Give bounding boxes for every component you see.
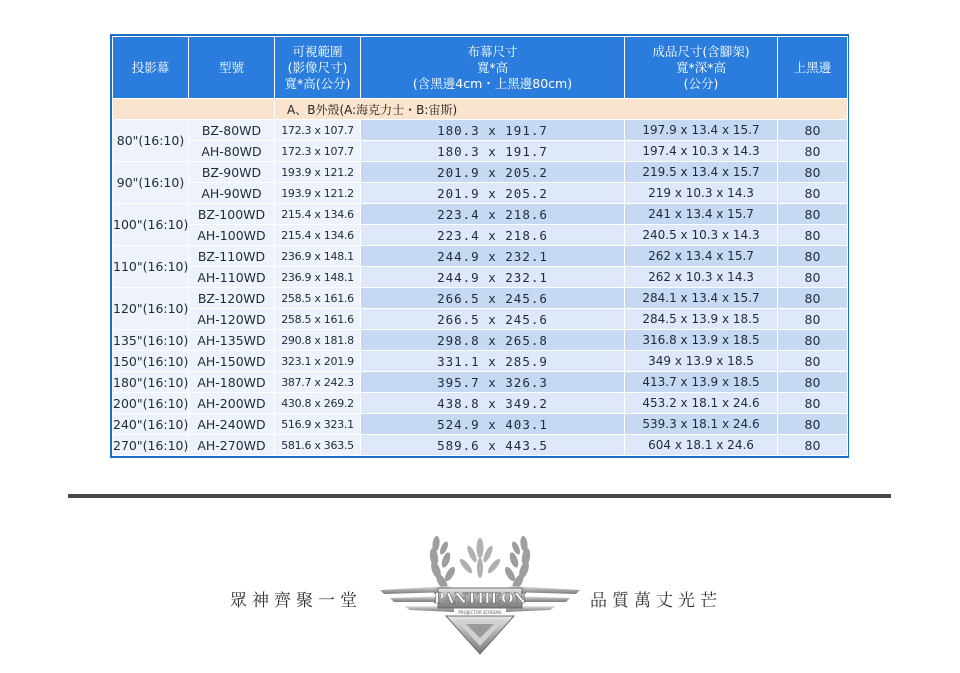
cell-cloth-size: 395.7 x 326.3 bbox=[361, 372, 625, 393]
cell-product-size: 349 x 13.9 x 18.5 bbox=[625, 351, 778, 372]
cell-screen-size: 120"(16:10) bbox=[113, 288, 189, 330]
cell-top-black: 80 bbox=[778, 414, 848, 435]
table-row bbox=[113, 393, 848, 414]
table-row bbox=[113, 351, 848, 372]
table-row bbox=[113, 435, 848, 456]
cell-screen-size: 80"(16:10) bbox=[113, 120, 189, 162]
table-row bbox=[113, 288, 848, 309]
table-row bbox=[113, 414, 848, 435]
cell-model: AH-180WD bbox=[189, 372, 275, 393]
shell-note bbox=[275, 99, 848, 120]
cell-model: AH-100WD bbox=[189, 225, 275, 246]
cell-top-black: 80 bbox=[778, 435, 848, 456]
shell-note-text: A、B外殼(A:海克力士・B:宙斯) bbox=[287, 102, 458, 117]
header-cloth-size bbox=[361, 37, 625, 99]
header-product-line3: (公分) bbox=[683, 75, 719, 91]
cell-top-black: 80 bbox=[778, 393, 848, 414]
cell-product-size: 197.4 x 10.3 x 14.3 bbox=[625, 141, 778, 162]
cell-visible-range: 323.1 x 201.9 bbox=[275, 351, 361, 372]
cell-screen-size: 270"(16:10) bbox=[113, 435, 189, 456]
cell-top-black: 80 bbox=[778, 162, 848, 183]
cell-screen-size: 90"(16:10) bbox=[113, 162, 189, 204]
cell-visible-range: 258.5 x 161.6 bbox=[275, 288, 361, 309]
cell-cloth-size: 244.9 x 232.1 bbox=[361, 267, 625, 288]
cell-product-size: 241 x 13.4 x 15.7 bbox=[625, 204, 778, 225]
cell-visible-range: 193.9 x 121.2 bbox=[275, 183, 361, 204]
cell-product-size: 197.9 x 13.4 x 15.7 bbox=[625, 120, 778, 141]
table-row bbox=[113, 162, 848, 183]
pantheon-logo bbox=[380, 530, 580, 660]
cell-model: BZ-100WD bbox=[189, 204, 275, 225]
header-visible-line1: 可視範圍 bbox=[292, 43, 343, 59]
cell-product-size: 604 x 18.1 x 24.6 bbox=[625, 435, 778, 456]
cell-model: AH-110WD bbox=[189, 267, 275, 288]
cell-visible-range: 172.3 x 107.7 bbox=[275, 120, 361, 141]
cell-product-size: 262 x 10.3 x 14.3 bbox=[625, 267, 778, 288]
cell-cloth-size: 266.5 x 245.6 bbox=[361, 288, 625, 309]
cell-top-black: 80 bbox=[778, 225, 848, 246]
cell-visible-range: 193.9 x 121.2 bbox=[275, 162, 361, 183]
table-row bbox=[113, 120, 848, 141]
header-top-black: 上黑邊 bbox=[778, 37, 848, 99]
note-spacer bbox=[113, 99, 275, 120]
cell-model: BZ-110WD bbox=[189, 246, 275, 267]
cell-visible-range: 236.9 x 148.1 bbox=[275, 267, 361, 288]
cell-visible-range: 290.8 x 181.8 bbox=[275, 330, 361, 351]
cell-product-size: 316.8 x 13.9 x 18.5 bbox=[625, 330, 778, 351]
cell-model: AH-135WD bbox=[189, 330, 275, 351]
cell-cloth-size: 438.8 x 349.2 bbox=[361, 393, 625, 414]
cell-top-black: 80 bbox=[778, 204, 848, 225]
cell-cloth-size: 266.5 x 245.6 bbox=[361, 309, 625, 330]
cell-product-size: 240.5 x 10.3 x 14.3 bbox=[625, 225, 778, 246]
header-cloth-line3: (含黑邊4cm・上黑邊80cm) bbox=[412, 75, 573, 91]
table-row bbox=[113, 372, 848, 393]
header-screen: 投影幕 bbox=[113, 37, 189, 99]
cell-screen-size: 240"(16:10) bbox=[113, 414, 189, 435]
cell-visible-range: 215.4 x 134.6 bbox=[275, 225, 361, 246]
cell-visible-range: 581.6 x 363.5 bbox=[275, 435, 361, 456]
cell-model: AH-150WD bbox=[189, 351, 275, 372]
cell-cloth-size: 298.8 x 265.8 bbox=[361, 330, 625, 351]
cell-visible-range: 172.3 x 107.7 bbox=[275, 141, 361, 162]
header-cloth-line2: 寬*高 bbox=[476, 59, 509, 75]
table-row bbox=[113, 141, 848, 162]
header-product-size bbox=[625, 37, 778, 99]
cell-product-size: 539.3 x 18.1 x 24.6 bbox=[625, 414, 778, 435]
cell-screen-size: 200"(16:10) bbox=[113, 393, 189, 414]
cell-cloth-size: 589.6 x 443.5 bbox=[361, 435, 625, 456]
cell-product-size: 219 x 10.3 x 14.3 bbox=[625, 183, 778, 204]
header-model: 型號 bbox=[189, 37, 275, 99]
cell-top-black: 80 bbox=[778, 120, 848, 141]
cell-visible-range: 430.8 x 269.2 bbox=[275, 393, 361, 414]
cell-top-black: 80 bbox=[778, 309, 848, 330]
cell-model: AH-120WD bbox=[189, 309, 275, 330]
cell-cloth-size: 223.4 x 218.6 bbox=[361, 204, 625, 225]
cell-visible-range: 387.7 x 242.3 bbox=[275, 372, 361, 393]
cell-product-size: 284.1 x 13.4 x 15.7 bbox=[625, 288, 778, 309]
cell-screen-size: 100"(16:10) bbox=[113, 204, 189, 246]
spec-table bbox=[112, 36, 848, 456]
cell-top-black: 80 bbox=[778, 246, 848, 267]
cell-screen-size: 150"(16:10) bbox=[113, 351, 189, 372]
cell-model: BZ-120WD bbox=[189, 288, 275, 309]
cell-cloth-size: 223.4 x 218.6 bbox=[361, 225, 625, 246]
laurel-left-icon bbox=[429, 536, 457, 592]
cell-cloth-size: 201.9 x 205.2 bbox=[361, 162, 625, 183]
cell-screen-size: 135"(16:10) bbox=[113, 330, 189, 351]
table-row bbox=[113, 309, 848, 330]
cell-screen-size: 180"(16:10) bbox=[113, 372, 189, 393]
cell-product-size: 413.7 x 13.9 x 18.5 bbox=[625, 372, 778, 393]
cell-model: AH-80WD bbox=[189, 141, 275, 162]
table-row bbox=[113, 183, 848, 204]
cell-cloth-size: 244.9 x 232.1 bbox=[361, 246, 625, 267]
laurel-right-icon bbox=[503, 536, 531, 592]
cell-visible-range: 258.5 x 161.6 bbox=[275, 309, 361, 330]
logo-text: PANTHEON bbox=[433, 591, 527, 607]
cell-cloth-size: 180.3 x 191.7 bbox=[361, 141, 625, 162]
header-visible-line3: 寬*高(公分) bbox=[284, 75, 351, 91]
cell-product-size: 262 x 13.4 x 15.7 bbox=[625, 246, 778, 267]
cell-model: AH-200WD bbox=[189, 393, 275, 414]
cell-visible-range: 516.9 x 323.1 bbox=[275, 414, 361, 435]
cell-visible-range: 236.9 x 148.1 bbox=[275, 246, 361, 267]
cell-top-black: 80 bbox=[778, 141, 848, 162]
table-row bbox=[113, 267, 848, 288]
cell-top-black: 80 bbox=[778, 288, 848, 309]
cell-model: AH-90WD bbox=[189, 183, 275, 204]
cell-top-black: 80 bbox=[778, 330, 848, 351]
slogan-left: 眾神齊聚一堂 bbox=[230, 591, 362, 611]
table-row bbox=[113, 225, 848, 246]
header-visible-line2: (影像尺寸) bbox=[287, 59, 348, 75]
header-visible-range bbox=[275, 37, 361, 99]
cell-cloth-size: 201.9 x 205.2 bbox=[361, 183, 625, 204]
table-row bbox=[113, 330, 848, 351]
cell-product-size: 284.5 x 13.9 x 18.5 bbox=[625, 309, 778, 330]
cell-top-black: 80 bbox=[778, 267, 848, 288]
header-cloth-line1: 布幕尺寸 bbox=[467, 43, 518, 59]
cell-cloth-size: 524.9 x 403.1 bbox=[361, 414, 625, 435]
slogan-right: 品質萬丈光芒 bbox=[590, 591, 722, 611]
table-row bbox=[113, 204, 848, 225]
header-product-line2: 寬*深*高 bbox=[675, 59, 726, 75]
cell-top-black: 80 bbox=[778, 183, 848, 204]
section-divider bbox=[68, 494, 891, 498]
spec-table-container bbox=[110, 34, 849, 458]
table-row bbox=[113, 246, 848, 267]
cell-top-black: 80 bbox=[778, 372, 848, 393]
cell-top-black: 80 bbox=[778, 351, 848, 372]
cell-model: BZ-90WD bbox=[189, 162, 275, 183]
cell-cloth-size: 331.1 x 285.9 bbox=[361, 351, 625, 372]
logo-subtext: PROJECTOR SCREENS bbox=[458, 610, 502, 615]
spec-table-body bbox=[113, 120, 848, 456]
cell-model: BZ-80WD bbox=[189, 120, 275, 141]
cell-visible-range: 215.4 x 134.6 bbox=[275, 204, 361, 225]
palm-icon bbox=[458, 538, 502, 578]
cell-screen-size: 110"(16:10) bbox=[113, 246, 189, 288]
cell-cloth-size: 180.3 x 191.7 bbox=[361, 120, 625, 141]
header-product-line1: 成品尺寸(含腳架) bbox=[652, 43, 750, 59]
cell-model: AH-270WD bbox=[189, 435, 275, 456]
cell-product-size: 453.2 x 18.1 x 24.6 bbox=[625, 393, 778, 414]
cell-model: AH-240WD bbox=[189, 414, 275, 435]
cell-product-size: 219.5 x 13.4 x 15.7 bbox=[625, 162, 778, 183]
